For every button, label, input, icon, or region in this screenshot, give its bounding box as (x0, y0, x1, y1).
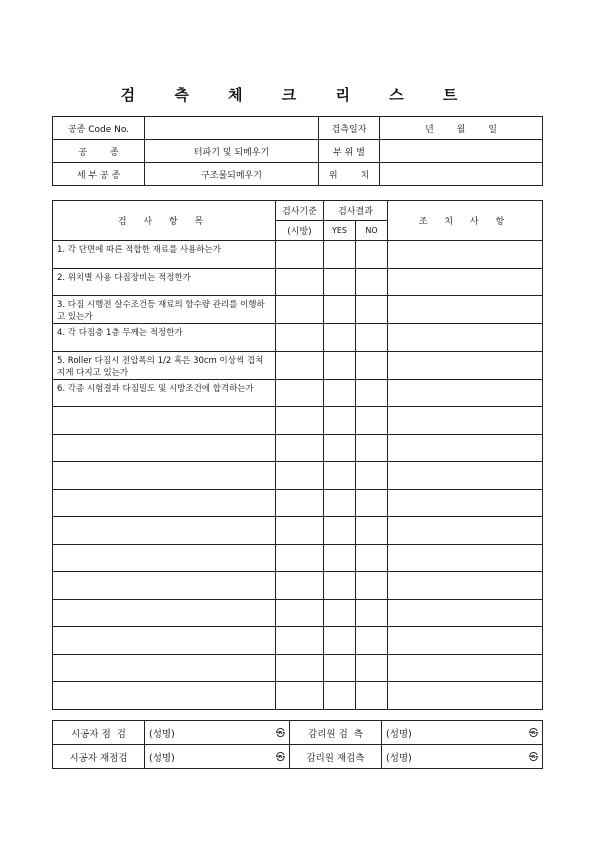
no-check-cell[interactable] (356, 599, 388, 627)
yes-check-cell[interactable] (324, 489, 356, 517)
contractor-inspect-label: 시공자 점 검 (53, 721, 145, 745)
no-check-cell[interactable] (356, 462, 388, 490)
yes-check-cell[interactable] (324, 268, 356, 296)
section-label: 부 위 별 (319, 140, 380, 163)
no-check-cell[interactable] (356, 627, 388, 655)
location-field[interactable] (380, 163, 543, 186)
location-label: 위 치 (319, 163, 380, 186)
check-item-text: 1. 각 단면에 따른 적합한 재료를 사용하는가 (53, 241, 276, 269)
check-item-text (53, 599, 276, 627)
check-item-text (53, 407, 276, 435)
checklist-row (53, 379, 543, 407)
seal-icon: ㉿ (528, 728, 538, 739)
yes-check-cell[interactable] (324, 324, 356, 352)
action-cell[interactable] (388, 324, 543, 352)
standard-cell[interactable] (276, 324, 324, 352)
no-check-cell[interactable] (356, 296, 388, 324)
action-cell[interactable] (388, 544, 543, 572)
checklist-row (53, 296, 543, 324)
section-field[interactable] (380, 140, 543, 163)
checklist-row (53, 434, 543, 462)
header-row (53, 140, 543, 163)
col-header-yes: YES (324, 221, 356, 241)
yes-check-cell[interactable] (324, 407, 356, 435)
col-header-result: 검사결과 (324, 201, 388, 221)
check-item-text: 5. Roller 다짐시 전압폭의 1/2 혹은 30cm 이상씩 겹쳐지게 다지고 있는가 (53, 351, 276, 379)
action-cell[interactable] (388, 599, 543, 627)
detail-work-label: 세 부 공 종 (53, 163, 145, 186)
checklist-row (53, 517, 543, 545)
checklist-row (53, 462, 543, 490)
standard-cell[interactable] (276, 462, 324, 490)
inspection-date-field[interactable]: 년 월 일 (380, 117, 543, 140)
checklist-row (53, 627, 543, 655)
action-cell[interactable] (388, 462, 543, 490)
work-type-label: 공 종 (53, 140, 145, 163)
checklist-row (53, 407, 543, 435)
checklist-row (53, 351, 543, 379)
supervisor-reinspect-sign-field[interactable] (382, 745, 543, 769)
name-placeholder: (성명) (386, 752, 412, 764)
checklist-row (53, 654, 543, 682)
header-row (53, 117, 543, 140)
col-header-standard-sub: (시방) (276, 221, 324, 241)
no-check-cell[interactable] (356, 407, 388, 435)
yes-check-cell[interactable] (324, 462, 356, 490)
check-item-text: 6. 각종 시험결과 다짐밀도 및 시방조건에 합격하는가 (53, 379, 276, 407)
check-item-text (53, 627, 276, 655)
inspection-date-label: 검측일자 (319, 117, 380, 140)
work-type-field[interactable]: 터파기 및 되메우기 (145, 140, 319, 163)
yes-check-cell[interactable] (324, 544, 356, 572)
action-cell[interactable] (388, 489, 543, 517)
supervisor-inspect-label: 감리원 검 측 (290, 721, 382, 745)
checklist-table (52, 200, 543, 710)
no-check-cell[interactable] (356, 324, 388, 352)
no-check-cell[interactable] (356, 268, 388, 296)
standard-cell[interactable] (276, 517, 324, 545)
checklist-row (53, 268, 543, 296)
signature-table (52, 720, 543, 769)
action-cell[interactable] (388, 407, 543, 435)
standard-cell[interactable] (276, 489, 324, 517)
action-cell[interactable] (388, 296, 543, 324)
standard-cell[interactable] (276, 544, 324, 572)
yes-check-cell[interactable] (324, 379, 356, 407)
no-check-cell[interactable] (356, 682, 388, 710)
header-row (53, 163, 543, 186)
supervisor-reinspect-label: 감리원 재검측 (290, 745, 382, 769)
action-cell[interactable] (388, 572, 543, 600)
standard-cell[interactable] (276, 351, 324, 379)
checklist-row (53, 682, 543, 710)
contractor-reinspect-sign-field[interactable] (145, 745, 290, 769)
action-cell[interactable] (388, 627, 543, 655)
name-placeholder: (성명) (149, 752, 175, 764)
checklist-row (53, 489, 543, 517)
yes-check-cell[interactable] (324, 434, 356, 462)
standard-cell[interactable] (276, 268, 324, 296)
yes-check-cell[interactable] (324, 296, 356, 324)
no-check-cell[interactable] (356, 351, 388, 379)
check-item-text (53, 572, 276, 600)
contractor-reinspect-label: 시공자 재점검 (53, 745, 145, 769)
standard-cell[interactable] (276, 241, 324, 269)
detail-work-field[interactable]: 구조물되메우기 (145, 163, 319, 186)
check-item-text: 3. 다짐 시행전 살수조건등 재료의 함수량 관리를 이행하고 있는가 (53, 296, 276, 324)
yes-check-cell[interactable] (324, 654, 356, 682)
no-check-cell[interactable] (356, 434, 388, 462)
check-item-text (53, 489, 276, 517)
action-cell[interactable] (388, 517, 543, 545)
yes-check-cell[interactable] (324, 572, 356, 600)
document-title: 검 측 체 크 리 스 트 (120, 86, 475, 104)
yes-check-cell[interactable] (324, 351, 356, 379)
no-check-cell[interactable] (356, 544, 388, 572)
supervisor-inspect-sign-field[interactable] (382, 721, 543, 745)
no-check-cell[interactable] (356, 489, 388, 517)
check-item-text (53, 462, 276, 490)
no-check-cell[interactable] (356, 572, 388, 600)
check-item-text: 2. 위치별 사용 다짐장비는 적정한가 (53, 268, 276, 296)
standard-cell[interactable] (276, 654, 324, 682)
action-cell[interactable] (388, 379, 543, 407)
no-check-cell[interactable] (356, 517, 388, 545)
action-cell[interactable] (388, 654, 543, 682)
standard-cell[interactable] (276, 572, 324, 600)
seal-icon: ㉿ (528, 752, 538, 763)
standard-cell[interactable] (276, 682, 324, 710)
no-check-cell[interactable] (356, 654, 388, 682)
standard-cell[interactable] (276, 407, 324, 435)
action-cell[interactable] (388, 351, 543, 379)
no-check-cell[interactable] (356, 379, 388, 407)
col-header-no: NO (356, 221, 388, 241)
contractor-inspect-sign-field[interactable] (145, 721, 290, 745)
name-placeholder: (성명) (386, 728, 412, 740)
checklist-row (53, 241, 543, 269)
checklist-row (53, 544, 543, 572)
yes-check-cell[interactable] (324, 599, 356, 627)
action-cell[interactable] (388, 682, 543, 710)
standard-cell[interactable] (276, 599, 324, 627)
action-cell[interactable] (388, 268, 543, 296)
standard-cell[interactable] (276, 296, 324, 324)
standard-cell[interactable] (276, 434, 324, 462)
work-code-label: 공종 Code No. (53, 117, 145, 140)
header-table (52, 116, 543, 186)
check-item-text (53, 682, 276, 710)
checklist-row (53, 572, 543, 600)
col-header-standard: 검사기준 (276, 201, 324, 221)
seal-icon: ㉿ (275, 752, 285, 763)
work-code-field[interactable] (145, 117, 319, 140)
signature-row (53, 745, 543, 769)
check-item-text (53, 544, 276, 572)
seal-icon: ㉿ (275, 728, 285, 739)
check-item-text (53, 654, 276, 682)
standard-cell[interactable] (276, 627, 324, 655)
check-item-text: 4. 각 다짐층 1층 두께는 적정한가 (53, 324, 276, 352)
col-header-action: 조 치 사 항 (388, 201, 543, 241)
name-placeholder: (성명) (149, 728, 175, 740)
yes-check-cell[interactable] (324, 241, 356, 269)
yes-check-cell[interactable] (324, 682, 356, 710)
yes-check-cell[interactable] (324, 517, 356, 545)
checklist-header-row (53, 201, 543, 221)
check-item-text (53, 434, 276, 462)
no-check-cell[interactable] (356, 241, 388, 269)
col-header-item: 검 사 항 목 (53, 201, 276, 241)
action-cell[interactable] (388, 241, 543, 269)
check-item-text (53, 517, 276, 545)
signature-row (53, 721, 543, 745)
checklist-body (53, 241, 543, 710)
checklist-row (53, 324, 543, 352)
action-cell[interactable] (388, 434, 543, 462)
standard-cell[interactable] (276, 379, 324, 407)
yes-check-cell[interactable] (324, 627, 356, 655)
checklist-row (53, 599, 543, 627)
